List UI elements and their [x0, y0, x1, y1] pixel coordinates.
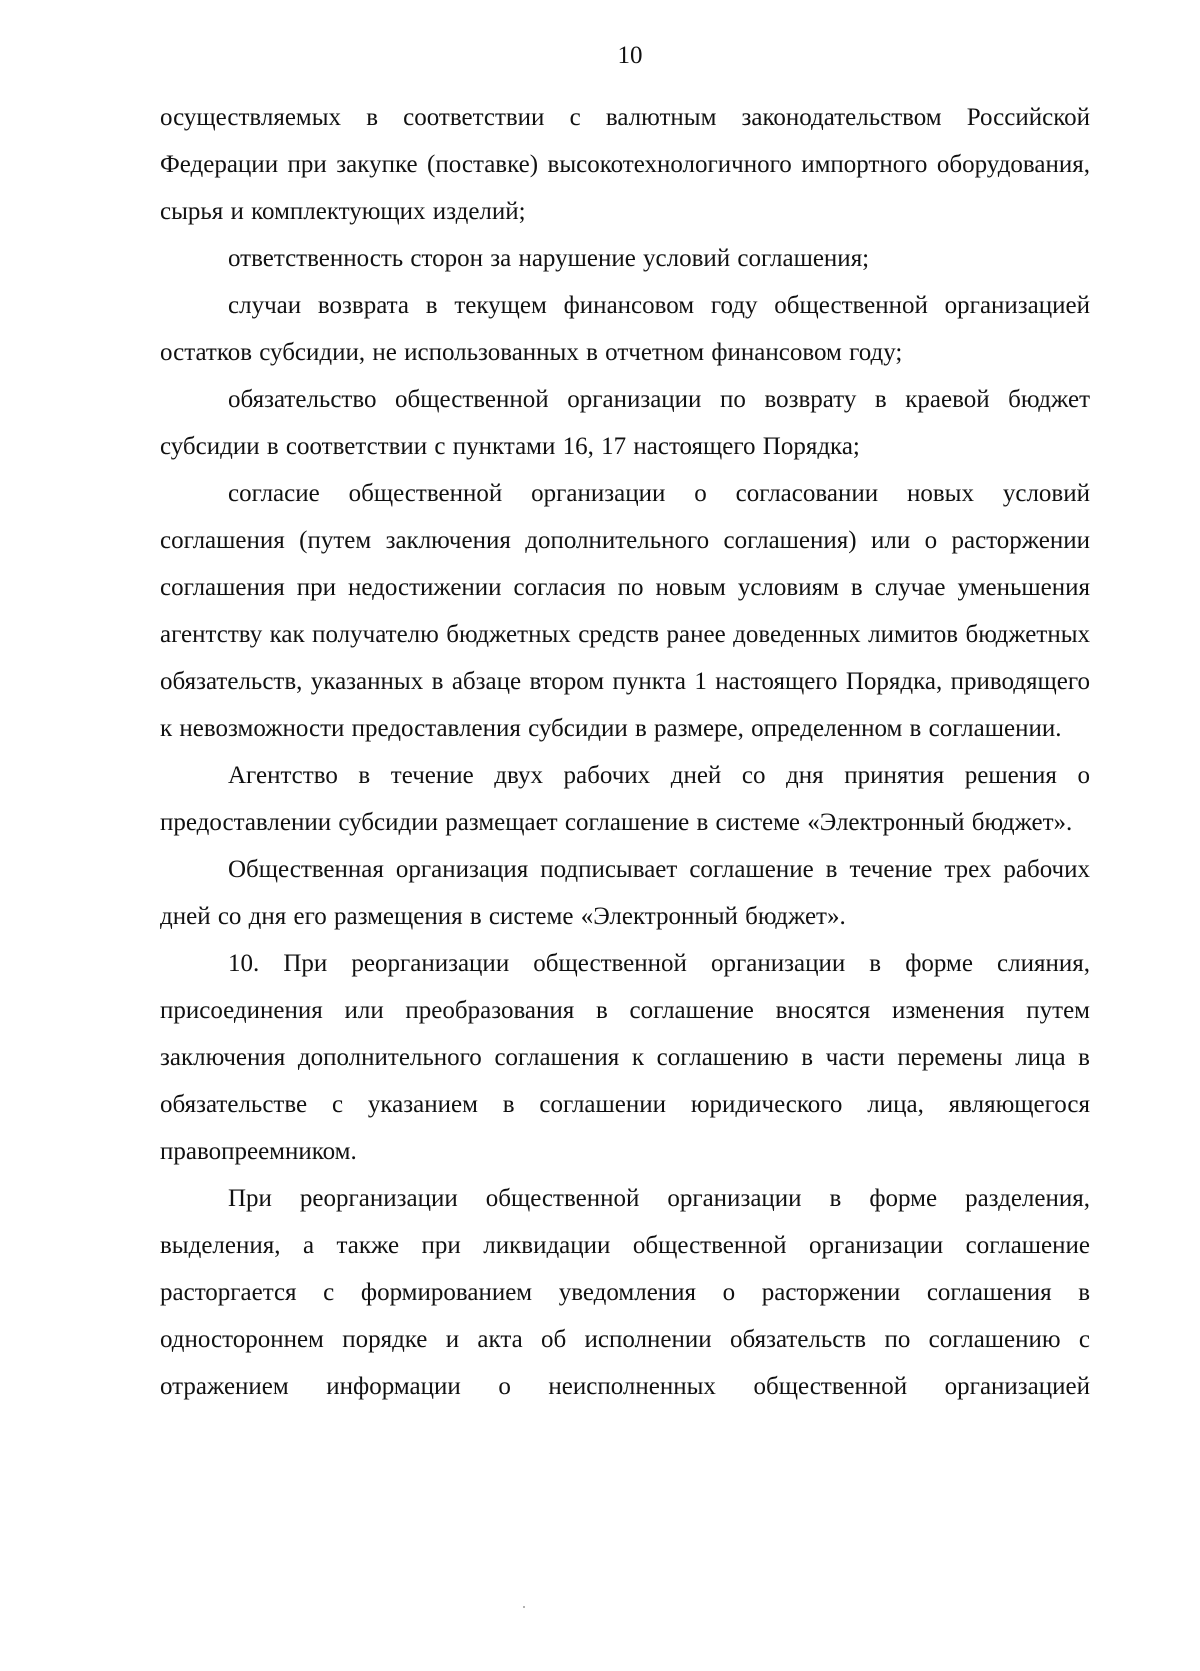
paragraph-return-obligation: обязательство общественной организации по возврату в краевой бюджет субсидии в соответствии с пунктами 16, 17 настоящего Порядка;: [160, 386, 1090, 460]
paragraph-agency-publishes: Агентство в течение двух рабочих дней со дня принятия решения о предоставлении субсидии размещает соглашение в системе «Электронный бюджет».: [160, 762, 1090, 836]
paragraph-consent-new-terms: согласие общественной организации о согласовании новых условий соглашения (путем заключения дополнительного соглашения) или о расторжении соглашения при недостижении согласия по новым условиям в случае уменьшения агентству как получателю бюджетных средств ранее доведенных лимитов бюджетных обязательств, указанных в абзаце втором пункта 1 настоящего Порядка, приводящего к невозможности предоставления субсидии в размере, определенном в соглашении.: [160, 480, 1090, 742]
paragraph-liability: ответственность сторон за нарушение условий соглашения;: [228, 245, 870, 272]
page-number: 10: [617, 42, 643, 69]
scan-speck: [523, 1606, 525, 1608]
paragraph-reorganization-merger: 10. При реорганизации общественной организации в форме слияния, присоединения или преобразования в соглашение вносятся изменения путем заключения дополнительного соглашения к соглашению в части перемены лица в обязательстве с указанием в соглашении юридического лица, являющегося правопреемником.: [160, 950, 1090, 1165]
paragraph-reorganization-division: При реорганизации общественной организации в форме разделения, выделения, а также при ликвидации общественной организации соглашение расторгается с формированием уведомления о расторжении соглашения в одностороннем порядке и акта об исполнении обязательств по соглашению с отражением информации о неисполненных общественной организацией: [160, 1185, 1090, 1400]
paragraph-currency-legislation: осуществляемых в соответствии с валютным законодательством Российской Федерации при закупке (поставке) высокотехнологичного импортного оборудования, сырья и комплектующих изделий;: [160, 104, 1090, 225]
paragraph-return-cases: случаи возврата в текущем финансовом году общественной организацией остатков субсидии, не использованных в отчетном финансовом году;: [160, 292, 1090, 366]
paragraph-organization-signs: Общественная организация подписывает соглашение в течение трех рабочих дней со дня его размещения в системе «Электронный бюджет».: [160, 856, 1090, 930]
document-body: [160, 94, 1090, 1410]
